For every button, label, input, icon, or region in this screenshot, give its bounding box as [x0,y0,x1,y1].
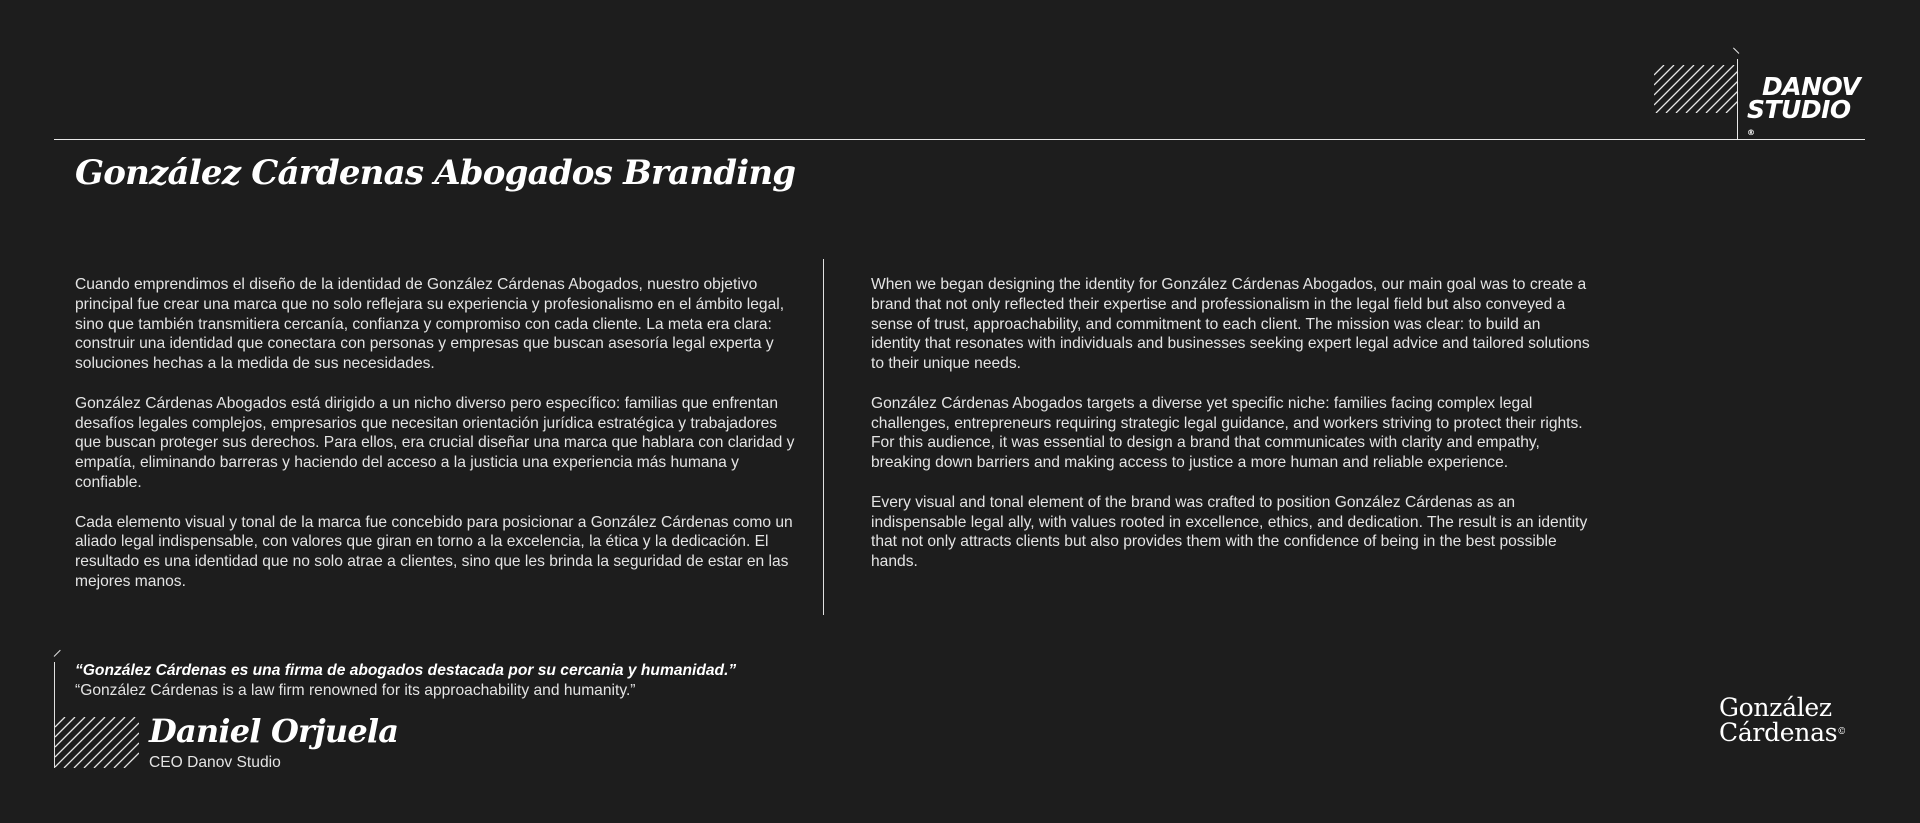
quote-author-role: CEO Danov Studio [149,754,281,771]
diagonal-hatch-icon [55,717,139,768]
studio-wordmark-line2: STUDIO ® [1747,98,1860,144]
diagonal-hatch-icon [1654,65,1738,113]
spanish-text-column [75,275,795,612]
english-paragraph: Every visual and tonal element of the brand was crafted to position González Cárdenas as an indispensable legal ally, with values rooted in excellence, ethics, and dedication. The result is an identity that not only attracts clients but also provides them with the confidence of being in the best possible hands. [871,493,1588,571]
registered-mark: ® [1747,128,1755,137]
column-divider [823,259,824,615]
studio-wordmark [1747,72,1861,144]
quote-spanish: “González Cárdenas es una firma de abogados destacada por su cercania y humanidad.” [75,662,737,679]
copyright-mark: © [1837,727,1846,737]
gonzalez-cardenas-logo [1719,695,1846,745]
client-logo-line1: González [1719,693,1832,722]
quote-bracket-tick [54,650,61,657]
spanish-paragraph: González Cárdenas Abogados está dirigido a un nicho diverso pero específico: familias que enfrentan desafíos legales complejos, empresarios que necesitan orientación jurídica estratégica y trabajadores que buscan proteger sus derechos. Para ellos, era crucial diseñar una marca que hablara con claridad y empatía, eliminando barreras y haciendo del acceso a la justicia una experiencia más humana y confiable. [75,394,795,491]
spanish-paragraph: Cuando emprendimos el diseño de la identidad de González Cárdenas Abogados, nuestro objetivo principal fue crear una marca que no solo reflejara su experiencia y profesionalismo en el ámbito legal, sino que también transmitiera cercanía, confianza y compromiso con cada cliente. La meta era clara: construir una identidad que conectara con personas y empresas que buscan asesoría legal experta y soluciones hechas a la medida de sus necesidades. [75,276,785,373]
spanish-paragraph: Cada elemento visual y tonal de la marca fue concebido para posicionar a González Cárdenas como un aliado legal indispensable, con valores que giran en torno a la excelencia, la ética y la dedicación. El resultado es una identidad que no solo atrae a clientes, sino que les brinda la seguridad de estar en las mejores manos. [75,513,793,590]
english-paragraph: González Cárdenas Abogados targets a diverse yet specific niche: families facing complex legal challenges, entrepreneurs requiring strategic legal guidance, and workers striving to protect their rights. For this audience, it was essential to design a brand that communicates with clarity and empathy, breaking down barriers and making access to justice a more human and reliable experience. [871,394,1583,472]
logo-corner-tick [1733,47,1739,53]
client-logo-line2: Cárdenas© [1719,718,1846,747]
quote-author: Daniel Orjuela [149,712,399,750]
english-paragraph: When we began designing the identity for González Cárdenas Abogados, our main goal was to create a brand that not only reflected their expertise and professionalism in the legal field but also conveyed a sense of trust, approachability, and commitment to each client. The mission was clear: to build an identity that resonates with individuals and businesses seeking expert legal advice and tailored solutions to their unique needs. [871,276,1590,373]
header-rule [54,139,1865,140]
danov-studio-logo [1652,53,1861,141]
studio-wordmark-line1: DANOV [1762,72,1861,101]
page-title: González Cárdenas Abogados Branding [75,153,796,193]
quote-english: “González Cárdenas is a law firm renowned for its approachability and humanity.” [75,682,636,699]
english-text-column [871,275,1591,592]
